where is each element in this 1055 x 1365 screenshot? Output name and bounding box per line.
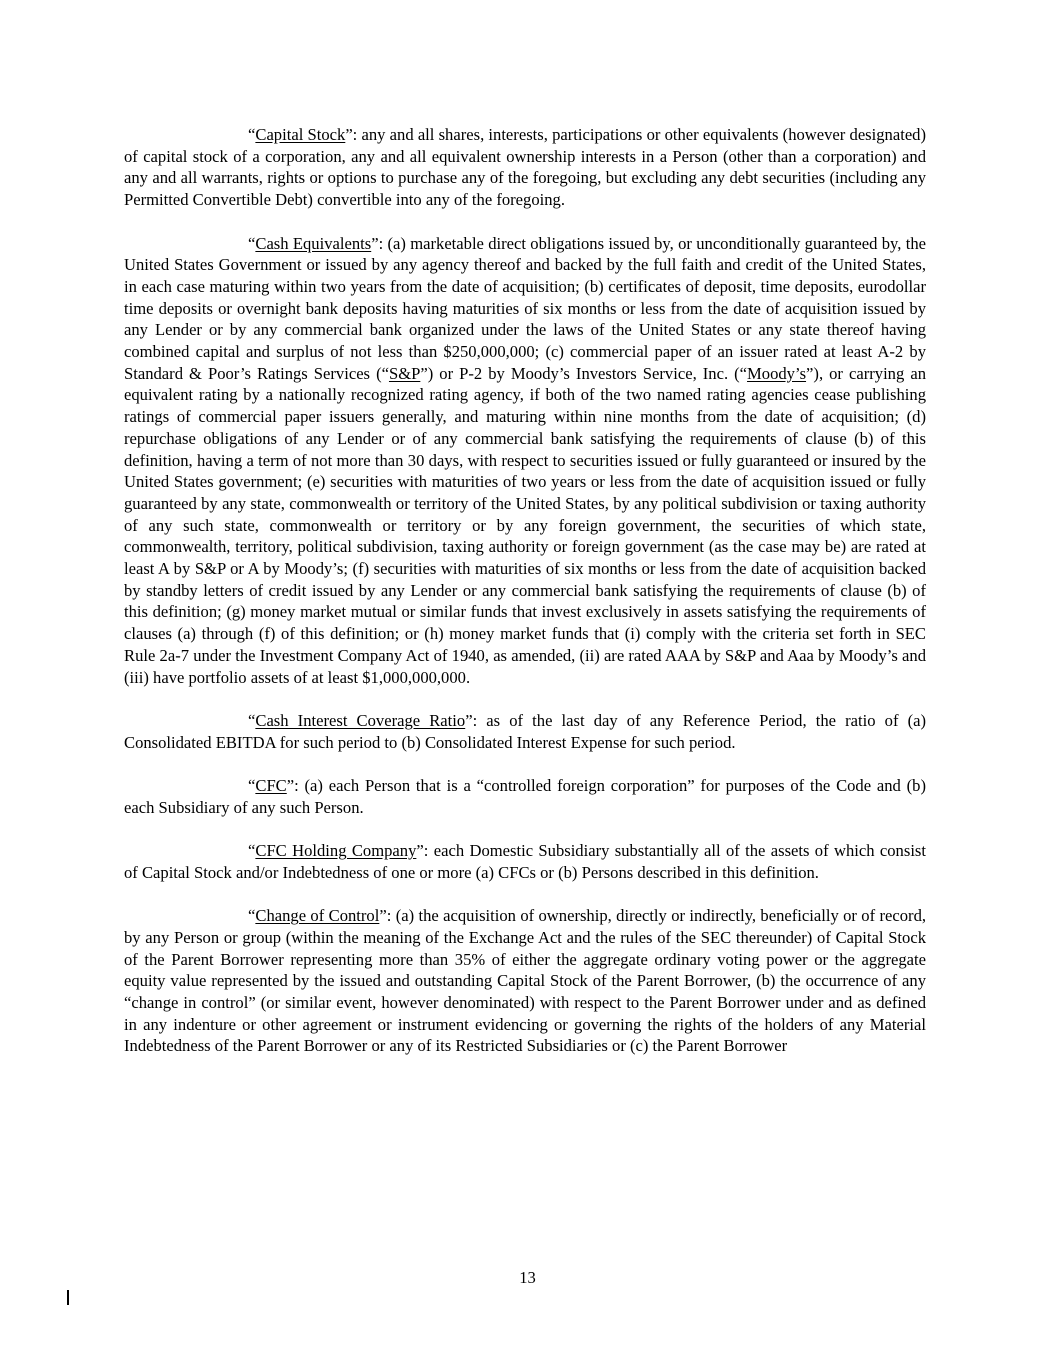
open-quote: “: [248, 841, 256, 861]
term-separator: ”:: [371, 233, 388, 253]
defined-term-cash-equivalents: Cash Equivalents: [255, 233, 372, 253]
revision-margin-bar: [67, 1290, 69, 1305]
definition-text: as of the last day of any Reference Period, the ratio of (a) Consolidated EBITDA for such period to (b) Consolidated Interest Expense for such period.: [124, 710, 927, 752]
defined-term-cfc-holding-company: CFC Holding Company: [255, 841, 417, 861]
term-separator: ”:: [416, 841, 434, 861]
definition-change-of-control: [124, 905, 926, 1057]
definition-cash-interest-coverage-ratio: [124, 710, 926, 753]
page-number: 13: [519, 1268, 536, 1287]
definition-text-part-1: (a) marketable direct obligations issued by, or unconditionally guaranteed by, the United States Government or issued by any agency thereof and backed by the full faith and credit of the United States, in each case maturing within two years from the date of acquisition; (b) certificates of deposit, time deposits, eurodollar time deposits or overnight bank deposits having maturities of six months or less from the date of acquisition issued by any Lender or by any commercial bank organized under the laws of the United States or any state thereof having combined capital and surplus of not less than $250,000,000; (c) commercial paper of an issuer rated at least A-2 by Standard & Poor’s Ratings Services (“: [124, 233, 927, 383]
defined-term-capital-stock: Capital Stock: [255, 125, 346, 144]
defined-term-cash-interest-coverage-ratio: Cash Interest Coverage Ratio: [255, 710, 466, 730]
open-quote: “: [248, 710, 256, 730]
definition-capital-stock: [124, 124, 926, 211]
definition-cash-equivalents: [124, 233, 926, 689]
term-separator: ”:: [465, 710, 487, 730]
open-quote: “: [248, 125, 256, 144]
definition-cfc-holding-company: [124, 840, 926, 883]
definition-text-part-3: ”), or carrying an equivalent rating by a nationally recognized rating agency, if both of the two named rating agencies cease publishing ratings of commercial paper issuers generally, and maturing within nine months from the date of acquisition; (d) repurchase obligations of any Lender or of any commercial bank satisfying the requirements of clause (b) of this definition, having a term of not more than 30 days, with respect to securities issued or fully guaranteed or insured by the United States government; (e) securities with maturities of two years or less from the date of acquisition issued or fully guaranteed by any state, commonwealth or territory of the United States, by any political subdivision or taxing authority of any such state, commonwealth or territory or by any foreign government, the securities of which state, commonwealth, territory, political subdivision, taxing authority or foreign government (as the case may be) are rated at least A by S&P or A by Moody’s; (f) securities with maturities of six months or less from the date of acquisition backed by standby letters of credit issued by any Lender or any commercial bank satisfying the requirements of clause (b) of this definition; (g) money market mutual or similar funds that invest exclusively in assets satisfying the requirements of clauses (a) through (f) of this definition; or (h) money market funds that (i) comply with the criteria set forth in SEC Rule 2a-7 under the Investment Company Act of 1940, as amended, (ii) are rated AAA by S&P and Aaa by Moody’s and (iii) have portfolio assets of at least $1,000,000,000.: [124, 363, 926, 687]
open-quote: “: [248, 233, 256, 253]
document-page: [124, 124, 926, 1079]
defined-term-cfc: CFC: [255, 776, 287, 796]
term-separator: ”:: [286, 776, 305, 796]
definition-text: each Domestic Subsidiary substantially all of the assets of which consist of Capital Stock and/or Indebtedness of one or more (a) CFCs or (b) Persons described in this definition.: [124, 841, 926, 882]
open-quote: “: [248, 776, 256, 796]
definition-text: (a) each Person that is a “controlled foreign corporation” for purposes of the Code and (b) each Subsidiary of any such Person.: [124, 776, 927, 817]
term-separator: ”:: [345, 125, 362, 144]
definition-text: (a) the acquisition of ownership, directly or indirectly, beneficially or of record, by any Person or group (within the meaning of the Exchange Act and the rules of the SEC thereunder) of Capital Stock of the Parent Borrower representing more than 35% of either the aggregate ordinary voting power or the aggregate equity value represented by the issued and outstanding Capital Stock of the Parent Borrower, (b) the occurrence of any “change in control” (or similar event, however denominated) with respect to the Parent Borrower under and as defined in any indenture or other agreement or instrument evidencing or governing the rights of the holders of any Material Indebtedness of the Parent Borrower or any of its Restricted Subsidiaries or (c) the Parent Borrower: [124, 906, 927, 1056]
open-quote: “: [248, 906, 256, 926]
defined-term-moodys: Moody’s: [747, 363, 807, 383]
definition-text: any and all shares, interests, participations or other equivalents (however designated) of capital stock of a corporation, any and all equivalent ownership interests in a Person (other than a corporation) and any and all warrants, rights or options to purchase any of the foregoing, but excluding any debt securities (including any Permitted Convertible Debt) convertible into any of the foregoing.: [124, 125, 927, 210]
term-separator: ”:: [379, 906, 396, 926]
defined-term-sp: S&P: [388, 363, 421, 383]
defined-term-change-of-control: Change of Control: [255, 906, 380, 926]
definition-text-part-2: ”) or P-2 by Moody’s Investors Service, Inc. (“: [420, 363, 748, 383]
definition-cfc: [124, 775, 926, 818]
